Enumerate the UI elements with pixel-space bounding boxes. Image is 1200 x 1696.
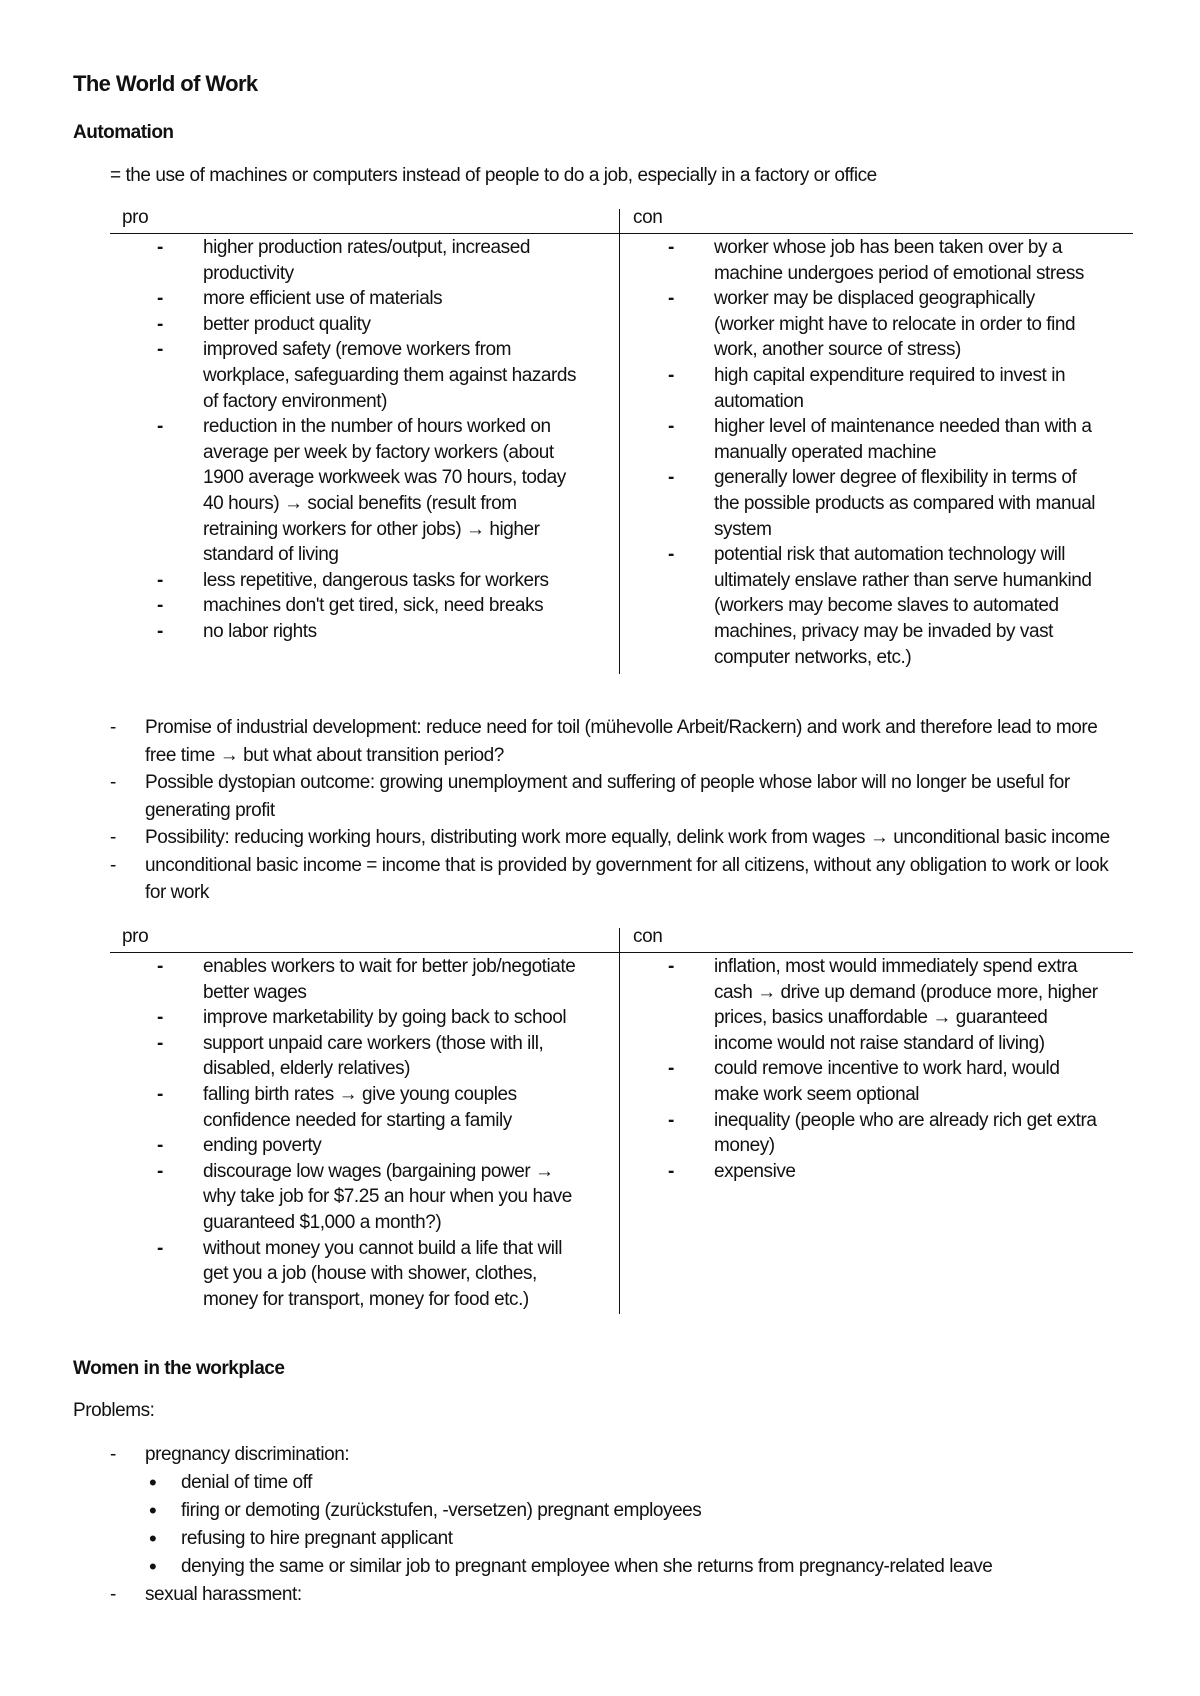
table-header-rule [110,233,1133,234]
list-item: - Possible dystopian outcome: growing unemployment and suffering of people whose labor will no longer be useful for generating profit [108,769,1128,824]
con-column [668,954,1098,1184]
list-item-label: sexual harassment: [145,1583,302,1605]
pro-list-item: - discourage low wages (bargaining power → why take job for $7.25 an hour when you have guaranteed $1,000 a month?) [157,1159,587,1236]
pro-list-item: - improved safety (remove workers from workplace, safeguarding them against hazards of factory environment) [157,337,587,414]
pro-column [157,954,587,1312]
con-list-item: - could remove incentive to work hard, would make work seem optional [668,1056,1098,1107]
ubi-pro-con-table [110,926,1133,1314]
table-column-divider [619,928,620,1314]
con-list-item: - potential risk that automation technology will ultimately enslave rather than serve humankind (workers may become slaves to automated machines, privacy may be invaded by vast computer networks, etc.) [668,542,1098,670]
pro-list-item: - falling birth rates → give young couples confidence needed for starting a family [157,1082,587,1133]
problems-label: Problems: [73,1400,155,1421]
pro-header: pro [122,926,149,947]
sub-list-item: • denial of time off [145,1469,1158,1497]
table-column-divider [619,209,620,674]
sub-list [145,1469,1158,1581]
automation-pro-con-table [110,207,1133,672]
sub-list-item: • firing or demoting (zurückstufen, -versetzen) pregnant employees [145,1497,1158,1525]
pro-list-item: - enables workers to wait for better job/negotiate better wages [157,954,587,1005]
pro-list-item: - without money you cannot build a life that will get you a job (house with shower, clothes, money for transport, money for food etc.) [157,1236,587,1313]
section-heading-automation: Automation [73,122,174,143]
list-item: - unconditional basic income = income that is provided by government for all citizens, without any obligation to work or look for work [108,852,1128,907]
pro-list-item: - more efficient use of materials [157,286,587,312]
section-heading-women: Women in the workplace [73,1358,285,1379]
list-item: - Promise of industrial development: reduce need for toil (mühevolle Arbeit/Rackern) and work and therefore lead to more free time → but what about transition period? [108,714,1128,769]
con-list-item: - inequality (people who are already rich get extra money) [668,1108,1098,1159]
list-item [108,1441,1158,1581]
pro-list-item: - support unpaid care workers (those with ill, disabled, elderly relatives) [157,1031,587,1082]
con-list-item: - worker whose job has been taken over by a machine undergoes period of emotional stress [668,235,1098,286]
con-list-item: - expensive [668,1159,1098,1185]
page-title: The World of Work [73,71,258,96]
pro-header: pro [122,207,149,228]
con-header: con [633,207,663,228]
con-list-item: - high capital expenditure required to invest in automation [668,363,1098,414]
pro-column [157,235,587,645]
con-list-item: - inflation, most would immediately spend extra cash → drive up demand (produce more, higher prices, basics unaffordable → guaranteed income would not raise standard of living) [668,954,1098,1056]
women-problems-list [108,1441,1158,1608]
con-list-item: - generally lower degree of flexibility in terms of the possible products as compared with manual system [668,465,1098,542]
con-list-item: - worker may be displaced geographically (worker might have to relocate in order to find work, another source of stress) [668,286,1098,363]
automation-definition: = the use of machines or computers instead of people to do a job, especially in a factory or office [110,165,877,186]
list-item: - Possibility: reducing working hours, distributing work more equally, delink work from wages → unconditional basic income [108,824,1128,852]
table-header-rule [110,952,1133,953]
pro-list-item: - ending poverty [157,1133,587,1159]
con-list-item: - higher level of maintenance needed than with a manually operated machine [668,414,1098,465]
sub-list-item: • denying the same or similar job to pregnant employee when she returns from pregnancy-related leave [145,1553,1158,1581]
con-column [668,235,1098,670]
pro-list-item: - improve marketability by going back to school [157,1005,587,1031]
list-item [108,1581,1158,1609]
con-header: con [633,926,663,947]
list-item-label: pregnancy discrimination: [145,1444,350,1465]
pro-list-item: - no labor rights [157,619,587,645]
pro-list-item: - less repetitive, dangerous tasks for workers [157,568,587,594]
pro-list-item: - better product quality [157,312,587,338]
pro-list-item: - machines don't get tired, sick, need breaks [157,593,587,619]
pro-list-item: - reduction in the number of hours worked on average per week by factory workers (about 1900 average workweek was 70 hours, today 40 hours) → social benefits (result from retraining workers for other jobs) → higher standard of living [157,414,587,568]
sub-list-item: • refusing to hire pregnant applicant [145,1525,1158,1553]
automation-points-list [108,714,1128,907]
pro-list-item: - higher production rates/output, increased productivity [157,235,587,286]
